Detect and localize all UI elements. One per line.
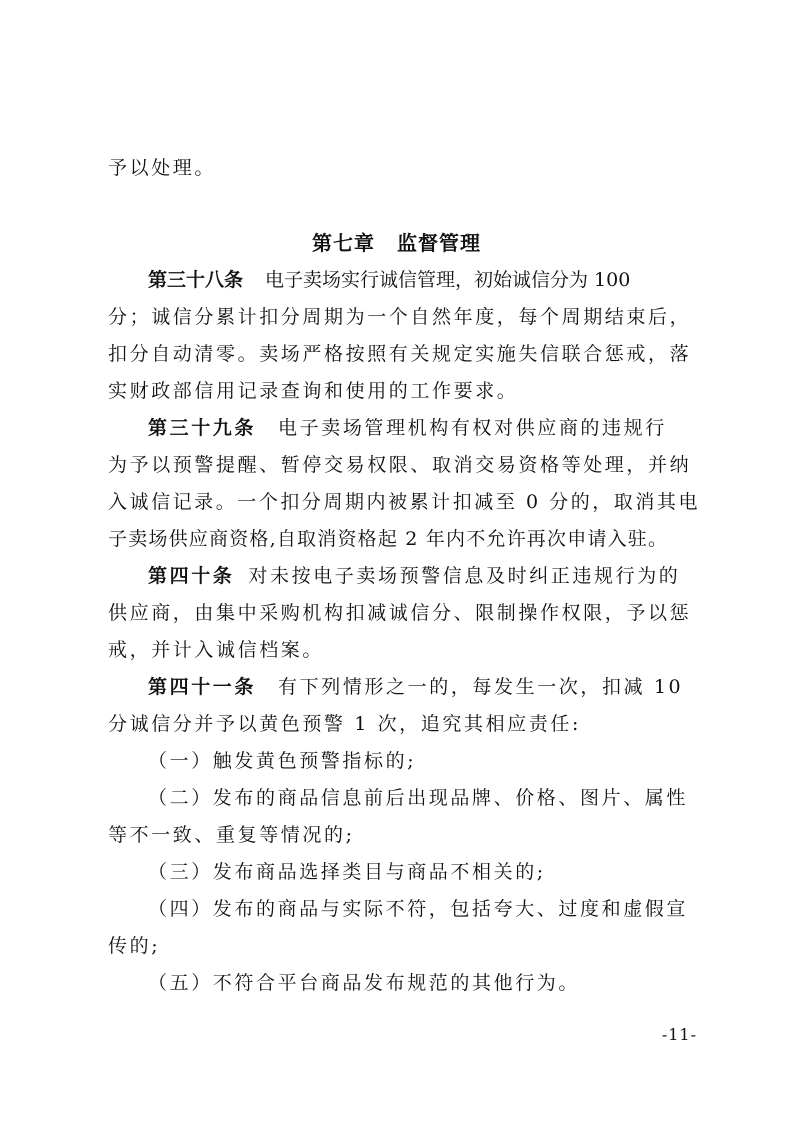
list-item-5: （五）不符合平台商品发布规范的其他行为。 bbox=[148, 972, 581, 994]
list-item-3: （三）发布商品选择类目与商品不相关的; bbox=[148, 861, 546, 883]
article-39-line-2: 为予以预警提醒、暂停交易权限、取消交易资格等处理，并纳 bbox=[108, 454, 692, 476]
article-41-first-line bbox=[148, 675, 683, 699]
article-38-line-2: 分；诚信分累计扣分周期为一个自然年度，每个周期结束后， bbox=[108, 306, 692, 328]
article-39-label: 第三十九条 bbox=[148, 417, 257, 439]
article-38-line-3: 扣分自动清零。卖场严格按照有关规定实施失信联合惩戒，落 bbox=[108, 343, 692, 365]
article-39-line-1: 电子卖场管理机构有权对供应商的违规行 bbox=[278, 417, 667, 439]
article-38-first-line bbox=[148, 268, 694, 292]
article-38-label: 第三十八条 bbox=[148, 269, 244, 291]
chapter-title: 监督管理 bbox=[397, 231, 481, 255]
list-item-4-line-2: 传的; bbox=[108, 935, 161, 957]
article-40-label: 第四十条 bbox=[148, 565, 235, 587]
article-40-line-3: 戒，并计入诚信档案。 bbox=[108, 639, 325, 661]
chapter-heading bbox=[0, 231, 793, 255]
page-number: -11- bbox=[661, 1025, 697, 1044]
article-41-label: 第四十一条 bbox=[148, 676, 257, 698]
article-39-line-3: 入诚信记录。一个扣分周期内被累计扣减至 0 分的，取消其电 bbox=[108, 491, 700, 513]
list-item-2-line-1: （二）发布的商品信息前后出现品牌、价格、图片、属性 bbox=[148, 787, 689, 809]
chapter-number: 第七章 bbox=[312, 231, 375, 255]
article-38-line-4: 实财政部信用记录查询和使用的工作要求。 bbox=[108, 380, 519, 402]
article-39-first-line bbox=[148, 416, 667, 440]
article-41-line-2: 分诚信分并予以黄色预警 1 次，追究其相应责任: bbox=[108, 713, 581, 735]
article-40-line-2: 供应商，由集中采购机构扣减诚信分、限制操作权限，予以惩 bbox=[108, 602, 692, 624]
list-item-2-line-2: 等不一致、重复等情况的; bbox=[108, 824, 355, 846]
continuation-text: 予以处理。 bbox=[108, 157, 217, 179]
list-item-1: （一）触发黄色预警指标的; bbox=[148, 750, 417, 772]
article-38-line-1: 电子卖场实行诚信管理，初始诚信分为 100 bbox=[265, 269, 631, 291]
article-40-line-1: 对未按电子卖场预警信息及时纠正违规行为的 bbox=[248, 565, 681, 587]
list-item-4-line-1: （四）发布的商品与实际不符，包括夸大、过度和虚假宣 bbox=[148, 898, 689, 920]
article-41-line-1: 有下列情形之一的，每发生一次，扣减 10 bbox=[278, 676, 684, 698]
article-39-line-4: 子卖场供应商资格,自取消资格起 2 年内不允许再次申请入驻。 bbox=[108, 528, 669, 550]
article-40-first-line bbox=[148, 564, 680, 588]
